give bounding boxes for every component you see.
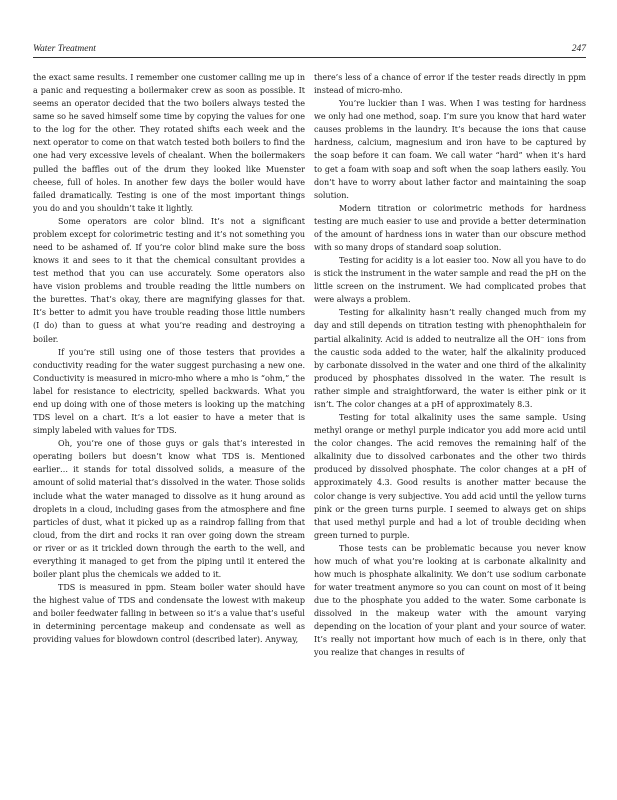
paragraph: the exact same results. I remember one customer calling me up in a panic and requesting a boilermaker crew as soon as possible. It seems an operator decided that the two boilers always tested the same so he saved himself some time by copying the values for one to the log for the other. They rotated shifts each week and the next operator to come on that watch tested both boilers to find the one had very excessive levels of chealant. When the boilermakers pulled the baffles out of the drum they looked like Muenster cheese, full of holes. In another few days the boiler would have failed dramatically. Testing is one of the most important things you do and you shouldn’t take it lightly. [33,73,306,213]
header-section-title: Water Treatment [33,44,96,54]
paragraph: Testing for total alkalinity uses the same sample. Using methyl orange or methyl purple indicator you add more acid until the color changes. The acid removes the remaining half of the alkalinity due to dissolved carbonates and the other two thirds produced by dissolved phosphate. The color changes at a pH of approximately 4.3. Good results is another matter because the color change is very subjective. You add acid until the yellow turns pink or the green turns purple. I seemed to always get on ships that used methyl purple and had a lot of trouble deciding when green turned to purple. [314,413,586,540]
paragraph: Some operators are color blind. It’s not a significant problem except for colorimetric testing and it’s not something you need to be ashamed of. If you’re color blind make sure the boss knows it and sees to it that the chemical consultant provides a test method that you can use accurately. Some operators also have vision problems and trouble reading the little numbers on the burettes. That’s okay, there are magnifying glasses for that. It’s better to admit you have trouble reading those little numbers (I do) than to guess at what you’re reading and destroying a boiler. [33,216,305,344]
paragraph: Testing for alkalinity hasn’t really changed much from my day and still depends on titration testing with phenophthalein for partial alkalinity. Acid is added to neutralize all the OH⁻ ions from the caustic soda added to the water, half the alkalinity produced by carbonate dissolved in the water and one third of the alkalinity produced by phosphates dissolved in the water. The result is rather simple and straightforward, the water is either pink or it isn’t. The color changes at a pH of approximately 8.3. [314,308,586,409]
paragraph: Modern titration or colorimetric methods for hardness testing are much easier to use and provide a better determination of the amount of hardness ions in water than our obscure method with so many drops of standard soap solution. [314,203,586,253]
paragraph: Testing for acidity is a lot easier too. Now all you have to do is stick the instrument in the water sample and read the pH on the little screen on the instrument. We had complicated probes that were always a problem. [314,256,586,305]
paragraph: there’s less of a chance of error if the tester reads directly in ppm instead of micro-mho. [314,73,586,96]
paragraph: If you’re still using one of those testers that provides a conductivity reading for the water suggest purchasing a new one. Conductivity is measured in micro-mho where a mho is “ohm,” the label for resistance to electricity, spelled backwards. What you end up doing with one of those meters is looking up the matching TDS level on a chart. It’s a lot easier to have a meter that is simply labeled with values for TDS. [33,347,305,436]
paragraph: Those tests can be problematic because you never know how much of what you’re looking at is carbonate alkalinity and how much is phosphate alkalinity. We don’t use sodium carbonate for water treatment anymore so you can count on most of it being due to the phosphate you added to the water. Some carbonate is dissolved in the makeup water with the amount varying depending on the location of your plant and your source of water. It’s really not important how much of each is in there, only that you realize that changes in results of [314,543,586,658]
header-rule [33,57,586,58]
header-page-number: 247 [571,44,586,54]
right-column [314,71,586,660]
running-header [33,44,586,58]
paragraph: Oh, you’re one of those guys or gals that’s interested in operating boilers but doesn’t know what TDS is. Mentioned earlier… it stands for total dissolved solids, a measure of the amount of solid material that’s dissolved in the water. Those solids include what the water managed to dissolve as it hung around as droplets in a cloud, including gases from the atmosphere and fine particles of dust, what it picked up as a raindrop falling from that cloud, from the dirt and rocks it ran over going down the stream or river or as it trickled down through the earth to the well, and everything it managed to get from the piping until it entered the boiler plant plus the chemicals we added to it. [33,439,305,579]
paragraph: TDS is measured in ppm. Steam boiler water should have the highest value of TDS and condensate the lowest with makeup and boiler feedwater falling in between so it’s a value that’s useful in determining percentage makeup and condensate as well as providing values for blowdown control (described later). Anyway, [33,583,305,645]
paragraph: You’re luckier than I was. When I was testing for hardness we only had one method, soap. I’m sure you know that hard water causes problems in the laundry. It’s because the ions that cause hardness, calcium, magnesium and iron have to be captured by the soap before it can foam. We call water “hard” when it’s hard to get a foam with soap and soft when the soap lathers easily. You don’t have to worry about lather factor and maintaining the soap solution. [314,99,586,200]
left-column [33,71,305,646]
